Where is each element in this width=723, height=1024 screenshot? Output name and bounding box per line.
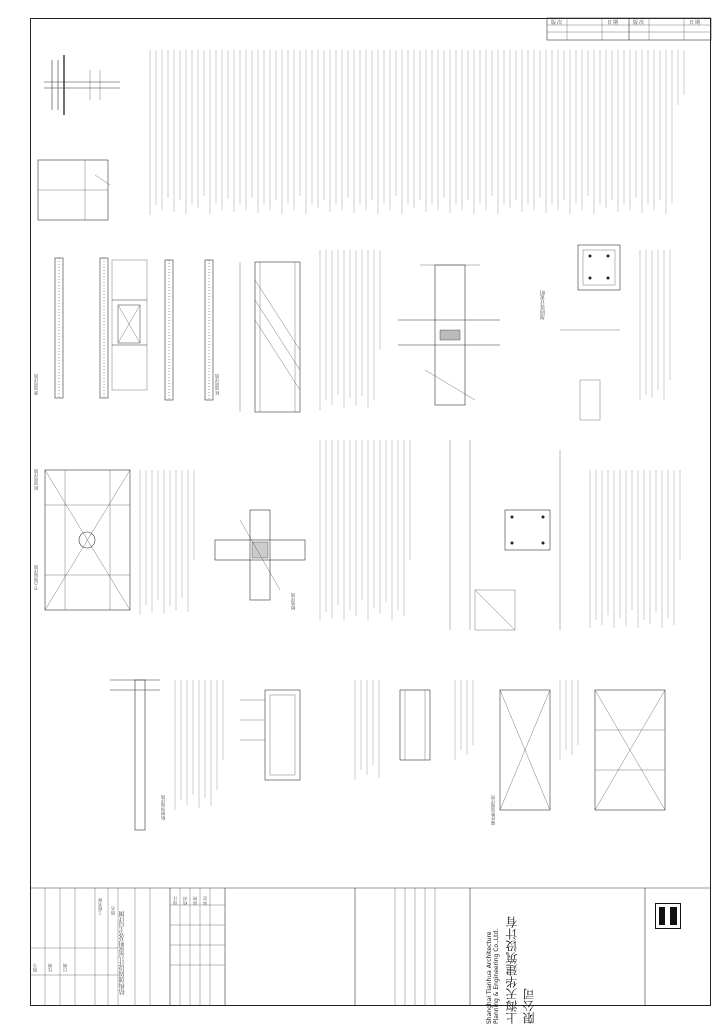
titleblock-grid [30, 888, 711, 1006]
notes-heading: 加固设计说明 [540, 290, 546, 320]
rev-label: 期 [613, 20, 619, 26]
rev-label: 日 [689, 20, 695, 26]
label-reviewer: 审核 [192, 896, 197, 905]
detail-caption: 碳纤维加固详图 [490, 795, 495, 825]
rev-label: 版 [633, 20, 639, 26]
detail-anchor-plate [450, 440, 560, 630]
detail-caption: 粘钢加固详图 [160, 794, 165, 820]
detail-caption: 植筋详图 [290, 593, 295, 610]
detail-caption: 板加固详图 [33, 469, 38, 490]
detail-caption: 柱加固详图 [214, 374, 219, 395]
notes-lines-upper [150, 50, 684, 215]
detail-beam-elevations [55, 258, 300, 412]
rev-label: 日 [607, 20, 613, 26]
label-designer: 设计 [172, 896, 177, 905]
rev-label: 版 [551, 20, 557, 26]
label-project: 工程名称 [97, 898, 102, 915]
rev-label: 次 [557, 20, 563, 26]
label-approver: 审定 [202, 896, 207, 905]
notes-lines-row4 [175, 680, 578, 810]
detail-caption: 梁加固详图 [33, 374, 38, 395]
detail-top-left [38, 55, 120, 220]
label-date: 日期 [62, 963, 67, 972]
detail-row4 [110, 680, 665, 830]
company-name-en: Shanghai Tianhua Architecture Planning & Engineering Co.,Ltd. [486, 928, 500, 1024]
label-drawing: 图名 [110, 906, 115, 915]
detail-slab-plan [45, 470, 130, 610]
drawing-title: 结构加固设计总说明及节点详图 [119, 911, 126, 995]
company-logo-icon [655, 903, 681, 929]
label-drawing-no: 图号 [32, 963, 37, 972]
detail-caption: 节点加固详图 [33, 564, 38, 590]
company-name-cn: 上海天华建筑设计有限公司 [505, 916, 536, 1024]
rev-label: 次 [639, 20, 645, 26]
label-checker: 校对 [182, 896, 187, 905]
notes-lines-right [590, 470, 680, 628]
rev-label: 期 [695, 20, 701, 26]
detail-column-joint [398, 245, 620, 420]
notes-lines-mid [140, 250, 670, 620]
label-scale: 比例 [47, 963, 52, 972]
